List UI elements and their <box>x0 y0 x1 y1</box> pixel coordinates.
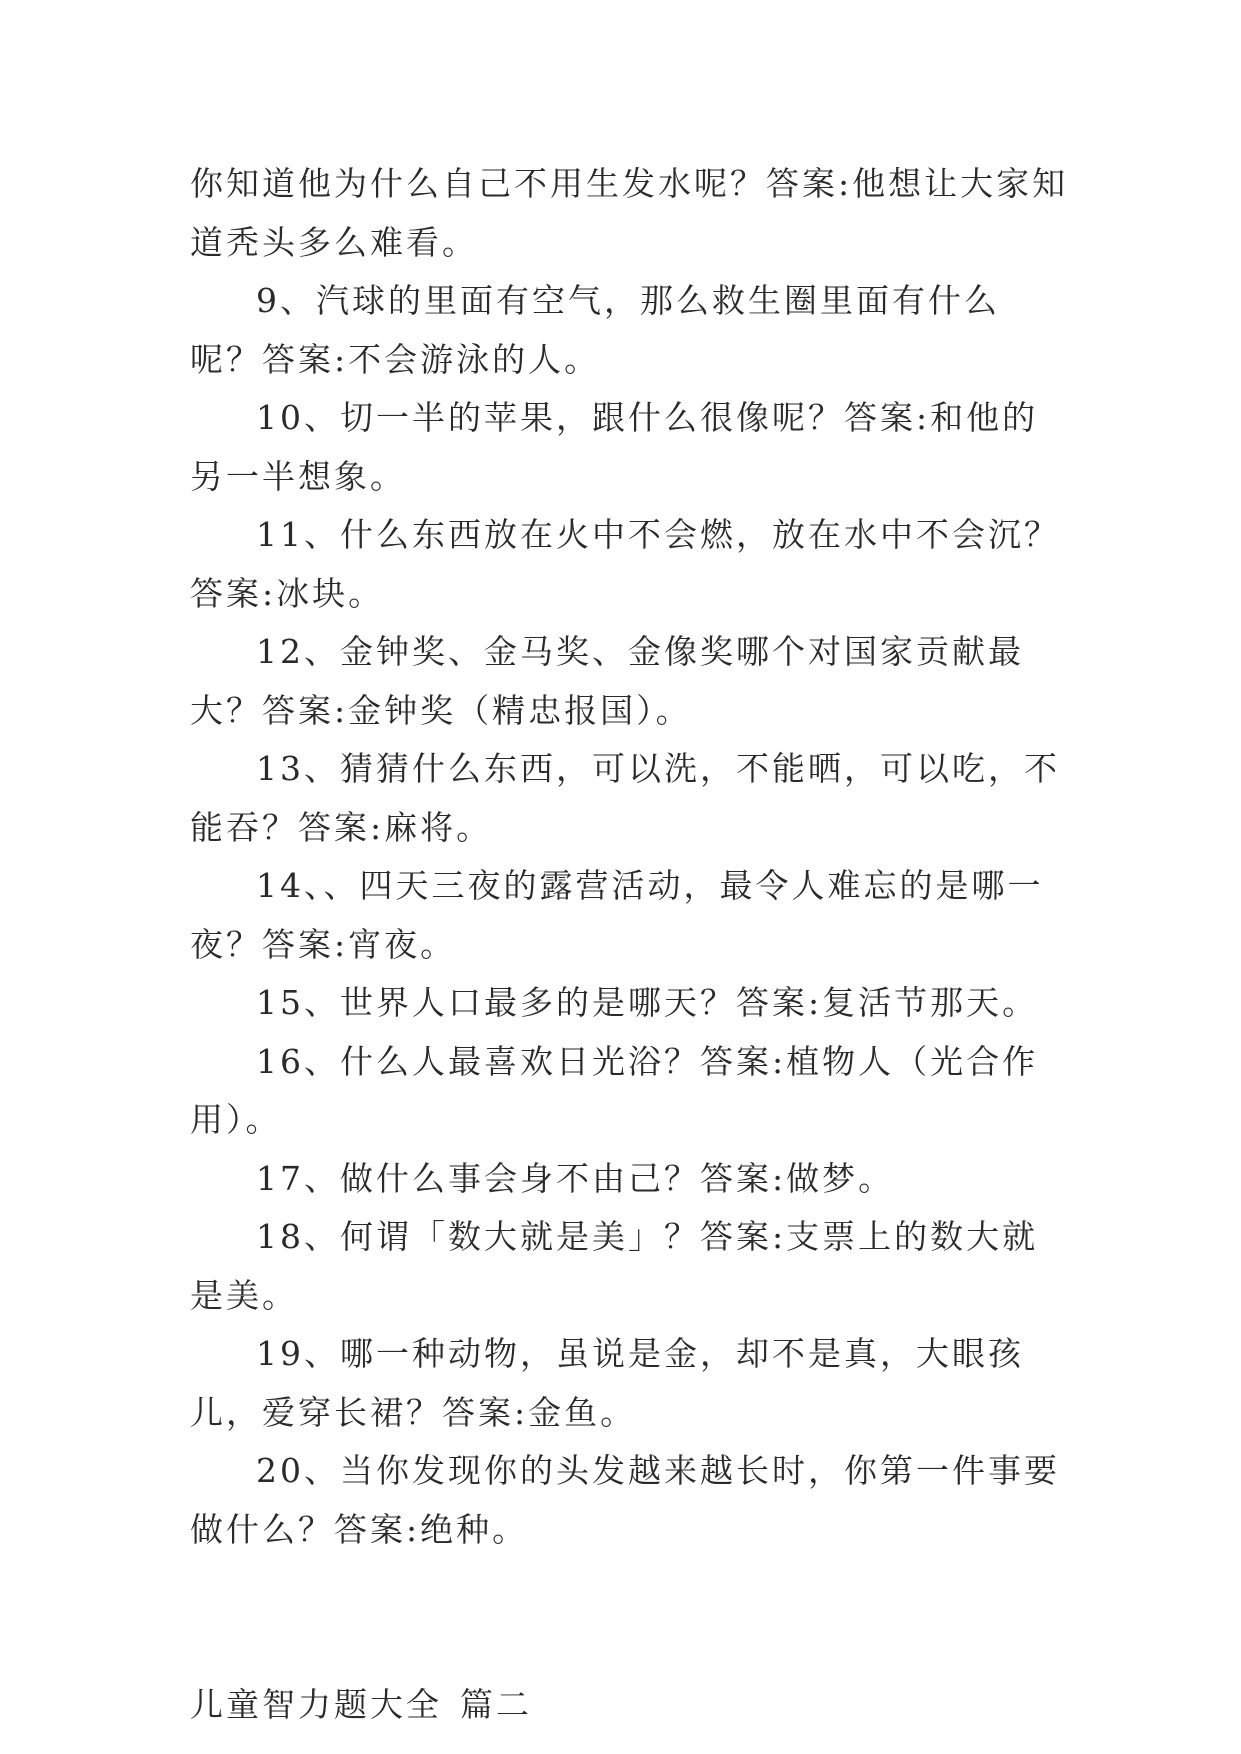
section-heading <box>190 1676 1070 1735</box>
riddle-item-13: 13、猜猜什么东西，可以洗，不能晒，可以吃，不能吞？答案:麻将。 <box>190 749 1060 847</box>
riddle-item-19: 19、哪一种动物，虽说是金，却不是真，大眼孩儿，爱穿长裙？答案:金鱼。 <box>190 1334 1024 1432</box>
riddle-item-12: 12、金钟奖、金马奖、金像奖哪个对国家贡献最大？答案:金钟奖（精忠报国）。 <box>190 632 1024 730</box>
riddle-item-20: 20、当你发现你的头发越来越长时，你第一件事要做什么？答案:绝种。 <box>190 1451 1060 1549</box>
riddle-item-15: 15、世界人口最多的是哪天？答案:复活节那天。 <box>256 983 1039 1022</box>
riddle-item-18: 18、何谓「数大就是美」？答案:支票上的数大就是美。 <box>190 1217 1039 1315</box>
section-heading-part: 篇二 <box>460 1685 532 1724</box>
continuation-paragraph: 你知道他为什么自己不用生发水呢？答案:他想让大家知道秃头多么难看。 <box>190 164 1069 262</box>
riddle-item-10: 10、切一半的苹果，跟什么很像呢？答案:和他的另一半想象。 <box>190 398 1039 496</box>
riddle-item-16: 16、什么人最喜欢日光浴？答案:植物人（光合作用）。 <box>190 1041 1039 1139</box>
riddle-item-17: 17、做什么事会身不由己？答案:做梦。 <box>256 1158 895 1198</box>
riddle-item-14: 14、、四天三夜的露营活动，最令人难忘的是哪一夜？答案:宵夜。 <box>190 866 1044 964</box>
document-body <box>190 155 1070 1735</box>
riddle-item-11: 11、什么东西放在火中不会燃，放在水中不会沉？答案:冰块。 <box>190 515 1060 613</box>
section-spacer <box>190 1559 1070 1676</box>
section-heading-title: 儿童智力题大全 <box>190 1685 442 1724</box>
riddle-item-9: 9、汽球的里面有空气，那么救生圈里面有什么呢？答案:不会游泳的人。 <box>190 281 1000 379</box>
